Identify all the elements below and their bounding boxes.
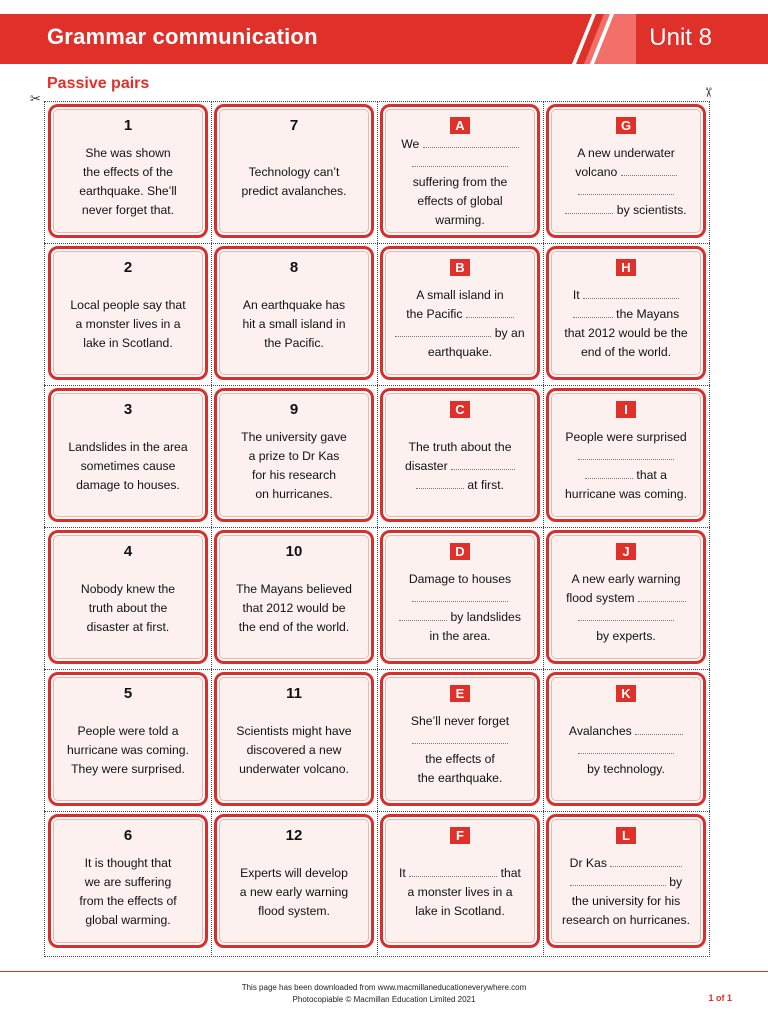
copyright-note: Photocopiable © Macmillan Education Limited 2021	[292, 995, 476, 1004]
card-text-segment: that	[497, 865, 521, 880]
cut-line	[211, 101, 212, 957]
answer-blank	[610, 856, 682, 867]
card-text-line	[225, 902, 363, 921]
card-text-line	[557, 324, 695, 343]
card-text-line	[391, 750, 529, 769]
card-text	[59, 705, 197, 795]
card-text-line	[59, 722, 197, 741]
card-6	[48, 814, 208, 948]
card-9	[214, 388, 374, 522]
answer-blank	[583, 288, 679, 299]
card-letter-badge: J	[616, 543, 636, 560]
card-text-line	[225, 722, 363, 741]
answer-blank	[578, 610, 674, 621]
card-g	[546, 104, 706, 238]
card-text-line	[391, 883, 529, 902]
card-text	[391, 563, 529, 653]
card-2	[48, 246, 208, 380]
card-text	[59, 847, 197, 937]
answer-blank	[570, 875, 666, 886]
answer-blank	[395, 326, 491, 337]
card-a	[380, 104, 540, 238]
card-text-segment: the Pacific	[406, 307, 466, 321]
card-e	[380, 672, 540, 806]
card-text-line	[59, 182, 197, 201]
card-text-line	[225, 864, 363, 883]
cut-line	[44, 527, 710, 528]
card-text-segment: on hurricanes.	[255, 487, 333, 501]
card-number: 5	[123, 685, 133, 702]
card-text-segment: from the effects of	[79, 894, 177, 908]
card-letter-badge: I	[616, 401, 636, 418]
card-c	[380, 388, 540, 522]
card-text-line	[391, 135, 529, 154]
card-text-segment: The university gave	[241, 430, 347, 444]
card-text-line	[225, 428, 363, 447]
card-text-line	[59, 163, 197, 182]
card-text-line	[225, 580, 363, 599]
card-text-line	[59, 457, 197, 476]
card-text-line	[59, 438, 197, 457]
card-text-segment: the end of the world.	[238, 619, 350, 634]
card-text-segment: the effects of	[425, 752, 495, 766]
card-number: 11	[286, 685, 302, 702]
card-text-line	[557, 286, 695, 305]
card-k	[546, 672, 706, 806]
answer-blank	[578, 184, 674, 195]
card-text-segment: damage to houses.	[76, 477, 180, 492]
card-text-line	[391, 286, 529, 305]
card-text-segment: An earthquake has	[242, 297, 346, 312]
card-text-segment: flood system.	[258, 903, 330, 918]
card-i	[546, 388, 706, 522]
card-text	[225, 847, 363, 937]
card-text-segment: disaster	[404, 458, 452, 473]
card-text-line	[557, 741, 695, 760]
card-text-line	[225, 485, 363, 504]
card-text-line	[557, 182, 695, 201]
card-text	[59, 137, 197, 227]
card-text-line	[557, 144, 695, 163]
card-text-line	[59, 201, 197, 220]
card-text-line	[391, 589, 529, 608]
scissors-icon: ✂	[700, 87, 716, 98]
card-text-segment: by	[665, 875, 683, 889]
cut-line	[44, 243, 710, 244]
card-number: 1	[123, 117, 133, 134]
card-text	[59, 563, 197, 653]
card-text-segment: It is thought that	[84, 856, 172, 870]
card-text-segment: sometimes cause	[80, 458, 176, 473]
card-text-line	[391, 769, 529, 788]
card-text-line	[391, 343, 529, 362]
scissors-icon: ✂	[30, 91, 41, 106]
card-text-line	[59, 315, 197, 334]
card-text-line	[59, 911, 197, 930]
card-letter-badge: C	[450, 401, 470, 418]
card-text-line	[557, 589, 695, 608]
card-text-line	[59, 873, 197, 892]
card-text-line	[557, 854, 695, 873]
card-text-line	[59, 741, 197, 760]
card-text-line	[225, 741, 363, 760]
card-text-segment: lake in Scotland.	[415, 903, 505, 918]
card-text	[225, 563, 363, 653]
answer-blank	[565, 203, 613, 214]
answer-blank	[573, 307, 613, 318]
card-text-line	[59, 580, 197, 599]
card-text-segment: She was shown	[85, 146, 171, 160]
card-text-segment: flood system	[566, 591, 638, 605]
card-text-segment: Damage to houses	[408, 572, 512, 586]
card-text-line	[391, 173, 529, 192]
card-text-line	[557, 466, 695, 485]
card-text-segment: a monster lives in a	[75, 316, 181, 331]
card-text-segment: by an	[491, 326, 525, 340]
card-letter-badge: D	[450, 543, 470, 560]
card-text-segment: effects of global	[417, 193, 503, 208]
card-text-line	[557, 722, 695, 741]
answer-blank	[578, 449, 674, 460]
answer-blank	[621, 165, 677, 176]
card-text-segment: end of the world.	[580, 345, 672, 359]
card-text-segment: we are suffering	[84, 875, 172, 889]
card-text-segment: underwater volcano.	[239, 761, 349, 776]
card-text-line	[557, 201, 695, 220]
card-text-line	[225, 315, 363, 334]
card-number: 10	[285, 543, 303, 560]
card-letter-badge: B	[450, 259, 470, 276]
card-text-line	[557, 627, 695, 646]
card-text-segment: a monster lives in a	[407, 884, 513, 899]
card-5	[48, 672, 208, 806]
card-text-segment: Landslides in the area	[68, 439, 188, 454]
card-text-segment: A new early warning	[571, 572, 681, 586]
card-text-line	[59, 854, 197, 873]
section-title: Passive pairs	[47, 75, 150, 92]
card-text-line	[391, 864, 529, 883]
card-text-line	[391, 438, 529, 457]
worksheet-title: Grammar communication	[47, 24, 318, 49]
card-text	[225, 137, 363, 227]
card-text-segment: Local people say that	[70, 297, 186, 312]
card-text-line	[557, 428, 695, 447]
card-text-segment: the university for his	[571, 894, 681, 908]
cut-line	[44, 669, 710, 670]
card-text	[59, 421, 197, 511]
card-11	[214, 672, 374, 806]
card-text-segment: The Mayans believed	[236, 581, 352, 596]
card-text-segment: by experts.	[596, 629, 656, 643]
answer-blank	[451, 459, 515, 470]
card-text-line	[391, 570, 529, 589]
cut-line	[377, 101, 378, 957]
answer-blank	[412, 156, 508, 167]
answer-blank	[585, 468, 633, 479]
card-text-segment: the Pacific.	[264, 335, 324, 350]
card-8	[214, 246, 374, 380]
download-note: This page has been downloaded from www.macmillaneducationeverywhere.com	[241, 983, 527, 992]
card-text	[557, 563, 695, 653]
card-letter-badge: K	[616, 685, 636, 702]
card-text-segment: that 2012 would be	[242, 600, 346, 615]
card-text-line	[391, 324, 529, 343]
card-text	[225, 705, 363, 795]
card-text-line	[225, 883, 363, 902]
card-number: 2	[123, 259, 133, 276]
card-text-line	[225, 466, 363, 485]
card-text-segment: People were surprised	[565, 430, 687, 444]
card-text-line	[557, 343, 695, 362]
card-text-segment: warming.	[435, 212, 485, 227]
card-text-line	[59, 476, 197, 495]
card-text-segment: hurricane was coming.	[67, 742, 189, 757]
card-text-line	[391, 305, 529, 324]
card-text-line	[59, 760, 197, 779]
cut-line	[44, 811, 710, 812]
answer-blank	[423, 137, 519, 148]
card-text-segment: by technology.	[587, 761, 665, 776]
card-text-segment: We	[401, 136, 423, 151]
card-text-segment: predict avalanches.	[241, 184, 347, 198]
answer-blank	[409, 866, 497, 877]
answer-blank	[412, 591, 508, 602]
card-number: 7	[289, 117, 299, 134]
card-text	[391, 847, 529, 937]
card-text-segment: suffering from the	[412, 174, 508, 189]
card-text-segment: People were told a	[77, 723, 179, 738]
card-text-line	[557, 608, 695, 627]
card-text-line	[59, 144, 197, 163]
card-l	[546, 814, 706, 948]
card-number: 12	[285, 827, 303, 844]
card-text	[557, 279, 695, 369]
card-text-line	[225, 296, 363, 315]
card-number: 3	[123, 401, 133, 418]
card-text-line	[225, 163, 363, 182]
card-b	[380, 246, 540, 380]
card-h	[546, 246, 706, 380]
card-number: 4	[123, 543, 133, 560]
cut-line	[543, 101, 544, 957]
card-text-segment: truth about the	[88, 600, 168, 615]
card-letter-badge: F	[450, 827, 470, 844]
card-text-segment: earthquake.	[427, 345, 493, 359]
card-text	[557, 137, 695, 227]
card-text-segment: hurricane was coming.	[565, 487, 687, 501]
card-text-line	[557, 760, 695, 779]
card-text-segment: discovered a new	[246, 742, 342, 757]
card-text-line	[391, 731, 529, 750]
card-text-segment: hit a small island in	[242, 316, 346, 331]
card-text-segment: volcano	[575, 165, 621, 179]
card-text-line	[225, 618, 363, 637]
card-text-line	[391, 211, 529, 230]
card-text-segment: by landslides	[447, 610, 521, 624]
card-text-line	[557, 163, 695, 182]
card-text-line	[391, 608, 529, 627]
card-letter-badge: L	[616, 827, 636, 844]
card-text	[391, 421, 529, 511]
card-d	[380, 530, 540, 664]
card-text	[557, 705, 695, 795]
card-4	[48, 530, 208, 664]
card-text-segment: the effects of the	[83, 165, 173, 179]
header-bar	[0, 14, 768, 64]
card-text-segment: a prize to Dr Kas	[248, 449, 340, 463]
card-text-segment: lake in Scotland.	[83, 335, 173, 350]
card-text-line	[391, 902, 529, 921]
card-text-line	[59, 892, 197, 911]
card-text-segment: Nobody knew the	[80, 581, 176, 596]
card-7	[214, 104, 374, 238]
answer-blank	[578, 743, 674, 754]
card-text	[557, 847, 695, 937]
card-text-line	[225, 334, 363, 353]
card-text-segment: at first.	[464, 477, 504, 492]
cut-line	[44, 385, 710, 386]
answer-blank	[635, 724, 683, 735]
card-text-line	[225, 447, 363, 466]
card-number: 6	[123, 827, 133, 844]
card-text	[59, 279, 197, 369]
card-text-segment: that 2012 would be the	[564, 326, 688, 340]
card-text	[225, 279, 363, 369]
card-text-segment: They were surprised.	[71, 761, 185, 776]
card-text-segment: It	[572, 288, 584, 302]
card-text-line	[391, 476, 529, 495]
card-letter-badge: G	[616, 117, 636, 134]
page-number: 1 of 1	[708, 993, 732, 1003]
card-text-segment: that a	[633, 468, 667, 482]
card-text-line	[557, 911, 695, 930]
card-text	[391, 279, 529, 369]
card-1	[48, 104, 208, 238]
card-text-line	[59, 334, 197, 353]
card-letter-badge: A	[450, 117, 470, 134]
card-text-segment: Dr Kas	[569, 856, 611, 870]
answer-blank	[416, 478, 464, 489]
card-text-line	[557, 873, 695, 892]
card-number: 8	[289, 259, 299, 276]
card-text-line	[225, 599, 363, 618]
card-text-line	[59, 618, 197, 637]
card-f	[380, 814, 540, 948]
card-text-segment: Experts will develop	[240, 865, 348, 880]
card-j	[546, 530, 706, 664]
card-text-line	[225, 182, 363, 201]
card-text-segment: Scientists might have	[236, 723, 352, 738]
card-text-segment: global warming.	[85, 913, 171, 927]
card-text-line	[557, 570, 695, 589]
card-text-segment: It	[399, 865, 410, 880]
card-text-segment: the earthquake.	[417, 771, 503, 785]
answer-blank	[638, 591, 686, 602]
answer-blank	[412, 733, 508, 744]
unit-label: Unit 8	[649, 24, 712, 51]
card-text-segment: She’ll never forget	[410, 714, 510, 728]
card-text	[225, 421, 363, 511]
answer-blank	[466, 307, 514, 318]
card-text-line	[59, 296, 197, 315]
card-text-line	[225, 760, 363, 779]
card-text-segment: earthquake. She’ll	[79, 184, 177, 198]
card-text-segment: Avalanches	[568, 723, 636, 738]
card-text-segment: for his research	[252, 468, 336, 482]
card-text-segment: Technology can’t	[248, 165, 340, 179]
card-text-line	[391, 627, 529, 646]
card-text-segment: A small island in	[416, 288, 504, 302]
card-12	[214, 814, 374, 948]
card-text-line	[391, 457, 529, 476]
card-text-line	[391, 154, 529, 173]
card-text-line	[557, 305, 695, 324]
card-text-segment: by scientists.	[613, 203, 687, 217]
card-text	[557, 421, 695, 511]
card-10	[214, 530, 374, 664]
card-text-segment: disaster at first.	[86, 619, 170, 634]
card-text-line	[391, 712, 529, 731]
card-text-line	[557, 892, 695, 911]
footer-rule	[0, 971, 768, 972]
card-text-line	[557, 447, 695, 466]
card-text-segment: the Mayans	[612, 307, 680, 321]
card-text-segment: a new early warning	[239, 884, 349, 899]
card-text-line	[59, 599, 197, 618]
card-text-segment: The truth about the	[408, 439, 512, 454]
card-letter-badge: E	[450, 685, 470, 702]
card-text-segment: never forget that.	[81, 203, 175, 217]
card-text-line	[391, 192, 529, 211]
header-stripes	[566, 14, 636, 64]
card-text-line	[557, 485, 695, 504]
card-number: 9	[289, 401, 299, 418]
card-text-segment: research on hurricanes.	[561, 913, 691, 927]
card-text	[391, 137, 529, 227]
card-text	[391, 705, 529, 795]
card-text-segment: in the area.	[429, 629, 491, 643]
card-letter-badge: H	[616, 259, 636, 276]
card-text-segment: A new underwater	[577, 146, 675, 160]
answer-blank	[399, 610, 447, 621]
card-3	[48, 388, 208, 522]
